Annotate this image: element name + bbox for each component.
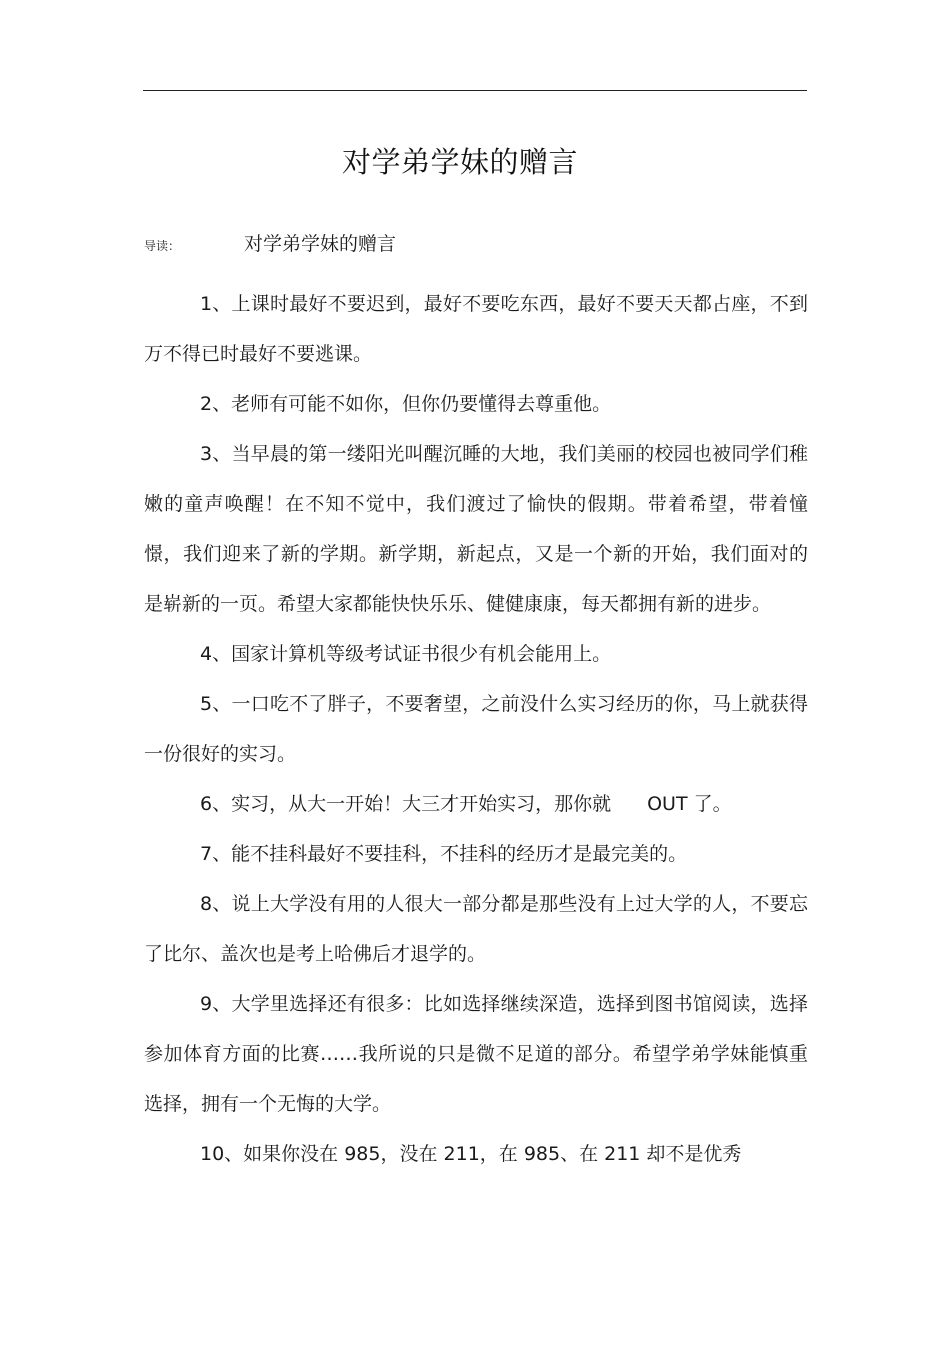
paragraph-3: 3、当早晨的第一缕阳光叫醒沉睡的大地，我们美丽的校园也被同学们稚嫩的童声唤醒！在不知不觉中，我们渡过了愉快的假期。带着希望，带着憧憬，我们迎来了新的学期。新学期，新起点，又是一个新的开始，我们面对的是崭新的一页。希望大家都能快快乐乐、健健康康，每天都拥有新的进步。 <box>144 443 808 615</box>
header-rule <box>143 90 807 91</box>
paragraph-9: 9、大学里选择还有很多：比如选择继续深造，选择到图书馆阅读，选择参加体育方面的比赛……我所说的只是微不足道的部分。希望学弟学妹能慎重选择，拥有一个无悔的大学。 <box>144 993 808 1115</box>
document-body <box>144 279 808 1179</box>
paragraph-8: 8、说上大学没有用的人很大一部分都是那些没有上过大学的人，不要忘了比尔、盖次也是考上哈佛后才退学的。 <box>144 893 808 965</box>
paragraph-6 <box>144 779 808 829</box>
intro-text: 对学弟学妹的赠言 <box>244 233 397 255</box>
paragraph-7: 7、能不挂科最好不要挂科，不挂科的经历才是最完美的。 <box>200 843 688 865</box>
paragraph-5: 5、一口吃不了胖子，不要奢望，之前没什么实习经历的你，马上就获得一份很好的实习。 <box>144 693 808 765</box>
paragraph-10: 10、如果你没在 985，没在 211，在 985、在 211 却不是优秀 <box>200 1143 742 1165</box>
intro-line <box>144 230 808 260</box>
intro-label: 导读： <box>144 239 181 253</box>
paragraph-1: 1、上课时最好不要迟到，最好不要吃东西，最好不要天天都占座，不到万不得已时最好不要逃课。 <box>144 293 808 365</box>
paragraph-6-before: 6、实习，从大一开始！大三才开始实习，那你就 <box>200 793 612 815</box>
document-title: 对学弟学妹的赠言 <box>341 145 578 179</box>
paragraph-6-after: OUT 了。 <box>647 793 732 815</box>
paragraph-4: 4、国家计算机等级考试证书很少有机会能用上。 <box>200 643 612 665</box>
paragraph-2: 2、老师有可能不如你，但你仍要懂得去尊重他。 <box>200 393 612 415</box>
